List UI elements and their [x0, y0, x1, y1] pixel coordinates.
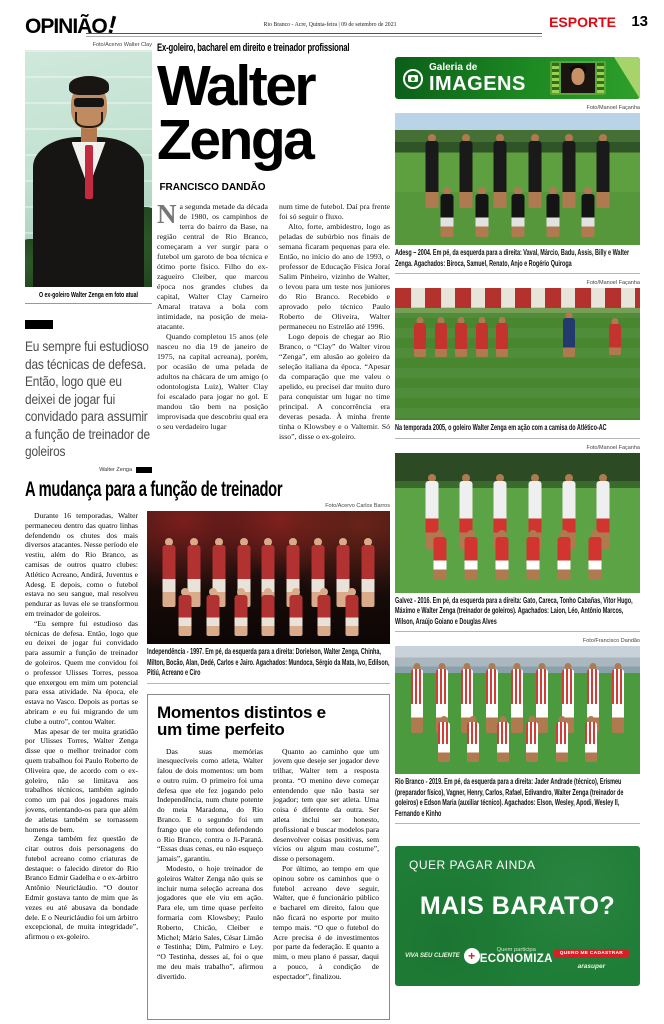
section-headline: A mudança para a função de treinador [25, 478, 283, 501]
player-figure [206, 588, 219, 636]
player-figure [234, 588, 247, 636]
article-column-1: Na segunda metade da década de 1980, os campinhos de terra do bairro da Base, na região central de Rio Branco, começaram a ver surgir para o futebol um garoto de boa técnica e ótimo porte físico. Filho do ex-zagueiro Cleiber, que marcou época nos grandes clubes da capital, Walter Clay Carneiro Amaral tratava a bola com intimidade, na posição de meia-atacante. Quando completou 15 anos (ele nasceu no dia 19 de janeiro de 1975, na capital acreana), porém, por ocasião de uma pelada de adultos na chácara de um amigo (o odontologista Luiz), Walter Clay foi escalado para jogar no gol. E mandou tão bem na posição improvisada que descobriu qual era o seu verdadeiro lugar [157, 202, 268, 431]
photo-player-row [410, 317, 513, 357]
player-figure [556, 716, 568, 762]
box-column-1: Das suas memórias inesquecíveis como atleta, Walter falou de dois momentos: um bom e outro ruim. O primeiro foi uma defesa que ele fez jogando pelo Independência, num chute potente do meia Maradona, do Rio Branco. E o segundo foi um frango que ele tomou defendendo o Rio Branco, contra o Ji-Paraná. “Essas duas cenas, eu não esqueço jamais”, garantiu. Modesto, o hoje treinador de goleiros Walter Zenga não quis se incluir numa seleção acreana dos jogadores que ele viu em ação. Para ele, um time quase perfeito formaria com Klowsbey; Paulo Roberto, Chicão, Cleiber e Michel; Mário Sales, César Limão e Testinha; Dim, Palmiro e Ley. “O Testinha, desses aí, foi o que me deu mais trabalho”, afirmou divertido. [157, 746, 263, 981]
photo-goalkeeper-figure [557, 312, 582, 357]
player-figure [467, 716, 479, 762]
portrait-beard [75, 112, 103, 128]
player-figure [589, 530, 602, 580]
left-rail [25, 42, 152, 473]
player-figure [262, 588, 275, 636]
ad-plus-badge-icon [464, 948, 480, 964]
image-gallery-rail [395, 57, 640, 986]
player-figure [582, 187, 595, 237]
ad-cta [553, 941, 630, 970]
galvez-2016-team-photo [395, 453, 640, 593]
page-number: 13 [631, 13, 648, 30]
ad-client-logo: VIVA SEU CLIENTE + [405, 948, 480, 964]
player-figure [179, 588, 192, 636]
box-columns [157, 747, 380, 982]
ad-slogan: Quem participa ECONOMIZA [479, 946, 553, 965]
supermarket-advertisement [395, 846, 640, 986]
photo-player-row [606, 318, 626, 355]
box-column-2: Quanto ao caminho que um jovem que deseje ser jogador deve trilhar, Walter tem a resposta pronta. “O menino deve começar entendendo que não basta ser jogador; tem que ser atleta. Uma coisa é diferente da outra. Ser atleta inclui ser honesto, profissional e buscar modelos para desenvolver coisas positivas, sem vícios ou algum mau costume”, disse o personagem. Por último, ao tempo em que opinou sobre os caminhos que o futebol acreano deve seguir, Walter, que é funcionário público e bacharel em direito, falou que não ficará no esporte por muito tempo mais. “O que o futebol do Acre precisa é de investimentos por parte da federação. E quanto a mim, o meu plano é passar, daqui a pouco, à condição de espectador”, finalizou. [273, 746, 379, 981]
player-figure [345, 588, 358, 636]
player-figure [476, 187, 489, 237]
atletico-2005-action-photo [395, 288, 640, 420]
photo-credit: Foto/Acervo Walter Clay [92, 42, 152, 48]
quote-text: Eu sempre fui estudioso das técnicas de defesa. Então, logo que eu deixei de jogar fui convidado para assumir a função de treinador de goleiros [25, 338, 150, 459]
banner-corner-wedge [614, 57, 640, 99]
article-column-2: num time de futebol. Daí pra frente foi só seguir o fluxo. Alto, forte, ambidestro, logo as peladas de subúrbio nos finais de semana ficaram pequenas para ele. Então, no início do ano de 1993, o professor de Educação Física Joraí Salim Pinheiro, vizinho de Walter, o levou para um teste nos juniores do Rio Branco. Recebido e aprovado pelo técnico Paulo Roberto de Oliveira, Walter permaneceu no Estrelão até 1996. Logo depois de chegar ao Rio Branco, o “Clay” do Walter virou “Zenga”, em alusão ao goleiro da seleção italiana da época. “Apesar da comparação que me valeu o apelido, eu precisei dar muito duro para conquistar um lugar no time principal. A concorrência era deveras pesada. À minha frente tinha o Klowsbey e o Valtemir. Só isso”, disse o ex-goleiro. [279, 202, 390, 441]
player-figure [511, 187, 524, 237]
player-figure [464, 530, 477, 580]
portrait-red-tie [85, 145, 93, 199]
player-figure [558, 530, 571, 580]
dateline: Rio Branco - Acre, Quinta-feira | 09 de setembro de 2021 [263, 22, 397, 28]
player-figure [433, 530, 446, 580]
photo-caption: Independência - 1997. Em pé, da esquerda para a direita: Dorielson, Walter Zenga, Chinha, Milton, Bocão, Alan, Dedé, Carlos e Jairo. Agachados: Mundoca, Sérgio da Mata, Ivo, Edilson, Pitiú, Acreano e Ciro [147, 644, 390, 684]
player-figure [546, 187, 559, 237]
photo-credit: Foto/Acervo Carlos Barros [325, 503, 390, 509]
ad-brand-logo: arasuper [577, 963, 606, 970]
photo-player-row [171, 588, 365, 636]
section-photo-and-box [147, 503, 390, 1020]
portrait-hair [69, 76, 109, 95]
player-figure [318, 588, 331, 636]
adesg-2004-team-photo [395, 113, 640, 245]
photo-caption: O ex-goleiro Walter Zenga em foto atual [25, 290, 152, 304]
photo-credit: Foto/Manoel Façanha [586, 444, 640, 451]
player-figure [476, 317, 488, 357]
player-figure [435, 317, 447, 357]
pull-quote [25, 320, 152, 473]
quote-close-bar [136, 467, 152, 473]
header-rule-thin [86, 36, 542, 37]
dropcap: N [157, 202, 177, 229]
ad-register-button: QUERO ME CADASTRAR [553, 949, 630, 958]
player-figure [526, 716, 538, 762]
photo-credit: Foto/Francisco Dandão [582, 638, 640, 644]
photo-player-row [429, 187, 605, 237]
banner-title: IMAGENS [429, 73, 526, 95]
section-body [25, 503, 390, 1016]
kicker: Ex-goleiro, bacharel em direito e treinador profissional [157, 42, 350, 54]
ad-headline-small: QUER PAGAR AINDA [409, 858, 536, 872]
player-figure [455, 317, 467, 357]
player-figure [585, 716, 597, 762]
photo-credit: Foto/Manoel Façanha [586, 105, 640, 111]
photo-caption: Adesg – 2004. Em pé, da esquerda para a direita: Vaval, Márcio, Badu, Assis, Billy e Walter Zenga. Agachados: Biroca, Samuel, Renato, Anjo e Rogério Quiroga [395, 245, 640, 274]
player-figure [609, 318, 621, 355]
player-figure [612, 663, 624, 733]
sidebar-box [147, 694, 390, 1020]
logo-text: OPINIÃO [25, 15, 107, 38]
byline: FRANCISCO DANDÃO [159, 182, 266, 193]
ad-footer [405, 941, 630, 970]
ad-headline-big: MAIS BARATO? [419, 892, 616, 920]
photo-player-row [424, 530, 610, 580]
gallery-banner [395, 57, 640, 99]
player-figure [527, 530, 540, 580]
section-treinador [25, 478, 390, 1016]
photo-player-row [429, 716, 605, 762]
film-photo [561, 63, 595, 93]
article-columns [157, 202, 390, 454]
logo-exclamation-icon: ! [104, 10, 119, 40]
section-text-column: Durante 16 temporadas, Walter permaneceu dentro das quatro linhas defendendo os chutes dos mais diversos atacantes. Nesse período ele vestiu, além do Rio Branco, as camisas de outros quatro clubes: Atlético Acreano, Andirá, Juventus e Adesg. E depois, como o futebol estava no seu sangue, mal resolveu pendurar as luvas ele se transformou em treinador de goleiros. “Eu sempre fui estudioso das técnicas de defesa. Então, logo que eu deixei de jogar fui convidado para assumir a função de treinador de goleiros. Quem me convidou foi o professor Ulisses Torres, pessoa que enxergou em mim um potencial para essa atividade. Na época, ele estava no Vasco. Depois as portas se abriram e eu fui migrando de um clube a outro”, contou Walter. Mas apesar de ter muita gratidão por Ulisses Torres, Walter Zenga disse que o melhor treinador com quem trabalhou foi Paulo Roberto de Oliveira que, de acordo com o ex-goleiro, não se limitava aos trabalhos técnicos, também agindo como um pai dos jogadores mais jovens, orientando-os para que além de atletas também se tornassem homens de bem. Zenga também fez questão de citar outros dois personagens do futebol acreano como criaturas de destaque: o falecido diretor do Rio Branco Edmir Gadelha e o ex-árbitro Antônio Neuricláudio. “O doutor Edmir gostava tanto de mim que às vezes eu até abusava da bondade dele. E o Neuricláudio foi um árbitro excepcional, de muita integridade”, afirmou o ex-goleiro. [25, 511, 138, 942]
section-label: ESPORTE [549, 14, 616, 30]
player-figure [440, 187, 453, 237]
sunglasses [74, 98, 104, 107]
camera-icon [403, 69, 423, 89]
photo-credit: Foto/Manoel Façanha [586, 280, 640, 286]
quote-attribution: Walter Zenga [25, 467, 152, 473]
independencia-1997-team-photo [147, 511, 390, 644]
film-strip-icon [550, 61, 606, 95]
film-face [572, 68, 585, 85]
walter-zenga-portrait-photo [25, 50, 152, 287]
player-figure [290, 588, 303, 636]
player-figure [495, 530, 508, 580]
player-figure [497, 716, 509, 762]
photo-caption: Na temporada 2005, o goleiro Walter Zenga em ação com a camisa do Atlético-AC [395, 420, 640, 439]
quote-open-bar [25, 320, 53, 329]
player-figure [496, 317, 508, 357]
box-title: Momentos distintos e um time perfeito [157, 702, 326, 739]
player-figure [414, 317, 426, 357]
player-figure [411, 663, 423, 733]
headline: Walter Zenga [157, 54, 315, 172]
rio-branco-2019-team-photo [395, 646, 640, 774]
banner-kicker: Galeria de [429, 62, 478, 73]
player-figure [563, 312, 575, 357]
main-article [157, 42, 390, 454]
player-figure [438, 716, 450, 762]
header-rule [86, 33, 542, 34]
photo-caption: Galvez - 2016. Em pé, da esquerda para a direita: Gato, Careca, Tonho Cabañas, Vitor Hugo, Máximo e Walter Zenga (treinador de goleiros). Agachados: Laion, Léo, Antônio Marcos, Wilson, Araújo Goiano e Douglas Alves [395, 593, 640, 633]
photo-caption: Rio Branco - 2019. Em pé, da esquerda para a direita: Jader Andrade (técnico), Erismeu (preparador físico), Vagner, Henry, Carlos, Rafael, Edivandro, Walter Zenga (treinador de goleiros) e Edson Maria (auxiliar técnico). Agachados: Elson, Wesley, Apodi, Wesley II, Fernando e Kinho [395, 774, 640, 824]
